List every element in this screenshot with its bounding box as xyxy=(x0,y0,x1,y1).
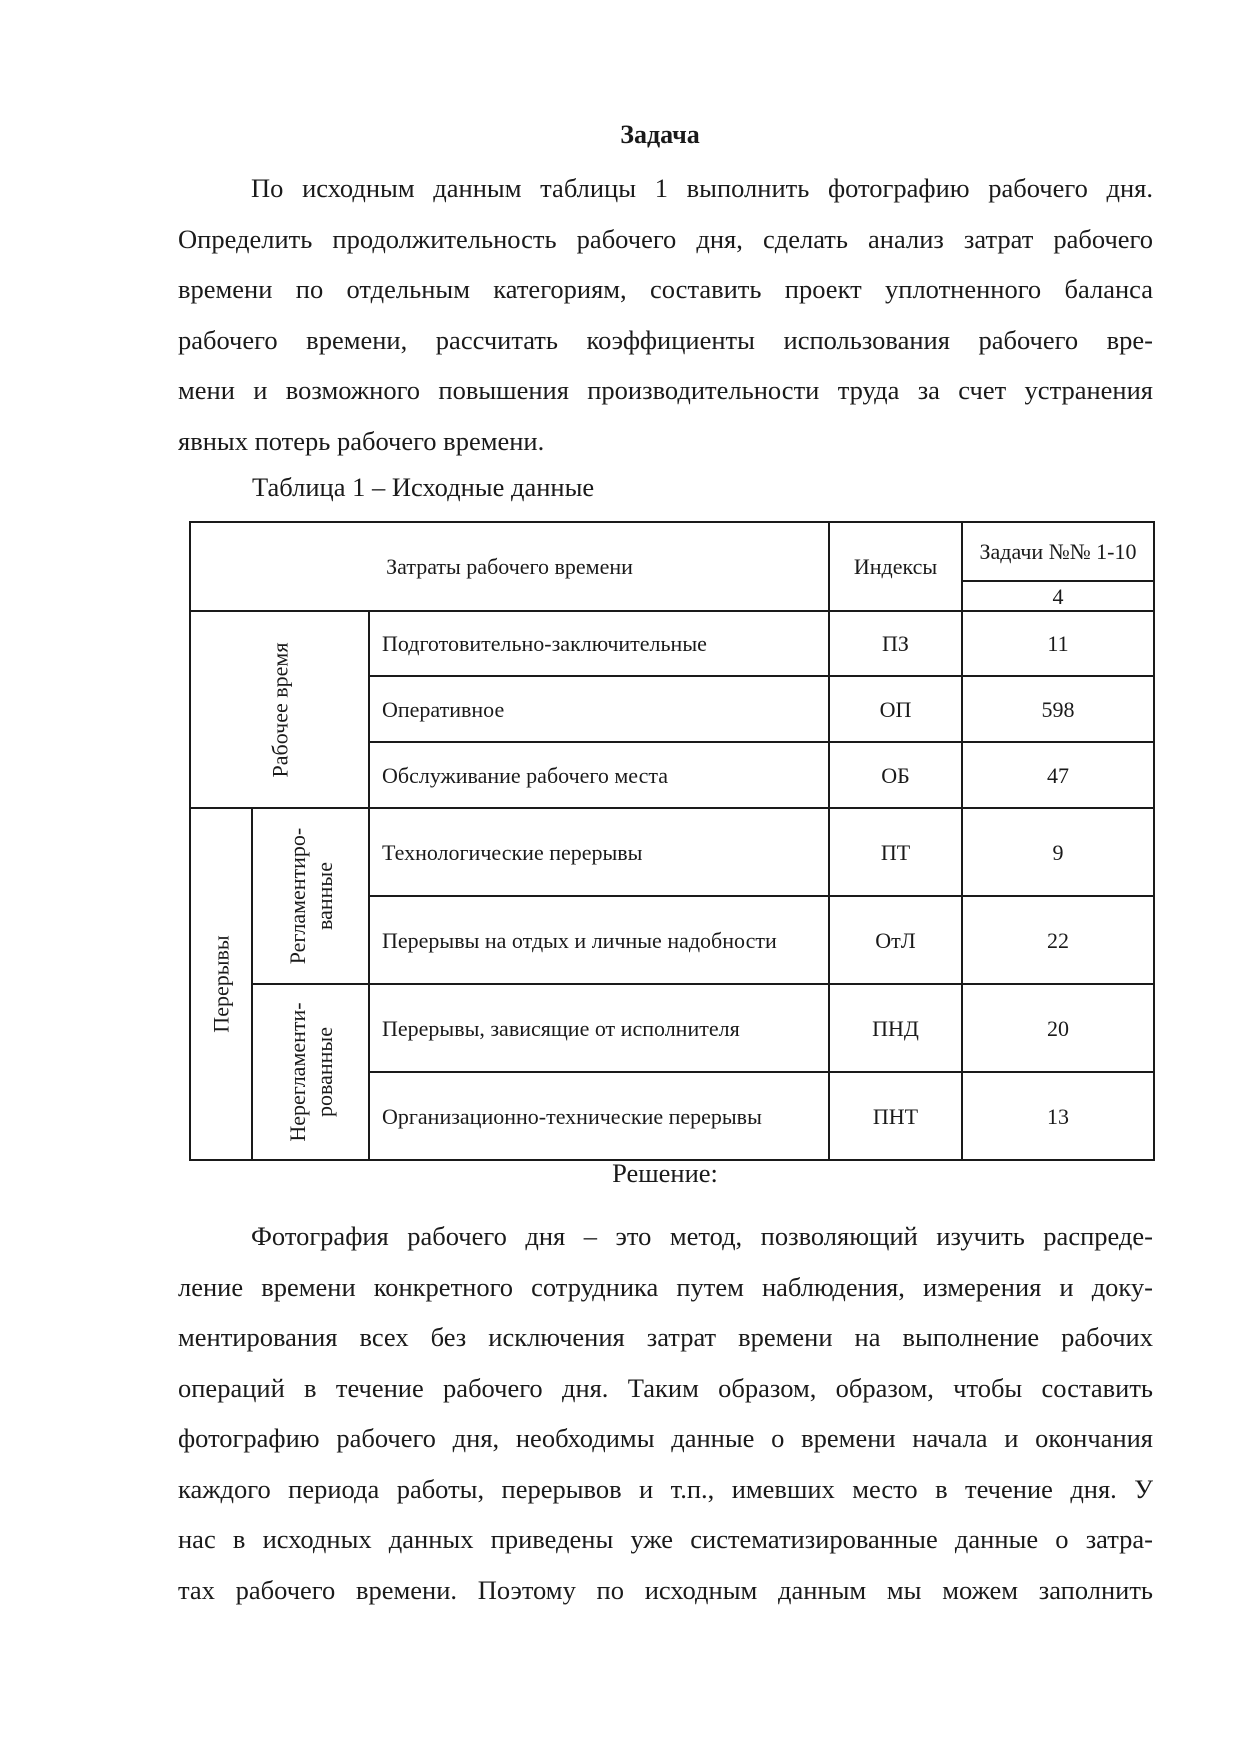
row-value: 13 xyxy=(962,1072,1154,1160)
row-value: 22 xyxy=(962,896,1154,984)
row-value: 598 xyxy=(962,676,1154,742)
header-costs: Затраты рабочего времени xyxy=(190,522,829,611)
paragraph-line: каждого периода работы, перерывов и т.п., имевших место в течение дня. У xyxy=(178,1473,1153,1504)
paragraph-line: ментирования всех без исключения затрат времени на выполнение рабочих xyxy=(178,1322,1153,1352)
group-breaks xyxy=(190,808,252,1160)
paragraph-line: фотографию рабочего дня, необходимы данные о времени начала и окончания xyxy=(178,1423,1153,1453)
row-value: 20 xyxy=(962,984,1154,1072)
table-row xyxy=(190,808,1154,896)
row-name: Организационно-технические перерывы xyxy=(369,1072,829,1160)
solution-label: Решение: xyxy=(612,1158,718,1188)
paragraph-line: Определить продолжительность рабочего дня, сделать анализ затрат рабочего xyxy=(178,223,1153,254)
paragraph-line: Фотография рабочего дня – это метод, позволяющий изучить распреде- xyxy=(251,1221,1153,1251)
table-caption: Таблица 1 – Исходные данные xyxy=(252,472,595,502)
row-name: Оперативное xyxy=(369,676,829,742)
row-index: ПЗ xyxy=(829,611,962,676)
paragraph-line: тах рабочего времени. Поэтому по исходным данным мы можем заполнить xyxy=(178,1574,1153,1605)
subgroup-unregulated xyxy=(252,984,369,1160)
row-name: Технологические перерывы xyxy=(369,808,829,896)
row-index: ПНТ xyxy=(829,1072,962,1160)
group-label: Рабочее время xyxy=(267,642,292,777)
row-value: 11 xyxy=(962,611,1154,676)
task-heading: Задача xyxy=(620,120,700,149)
subgroup-label: Регламентиро- ванные xyxy=(284,827,337,965)
source-data-table xyxy=(189,521,1155,1161)
row-name: Подготовительно-заключительные xyxy=(369,611,829,676)
row-value: 47 xyxy=(962,742,1154,808)
paragraph-line: нас в исходных данных приведены уже систематизированные данные о затра- xyxy=(178,1524,1153,1554)
table-row xyxy=(190,984,1154,1072)
subgroup-label: Нерегламенти- рованные xyxy=(284,1002,337,1142)
row-index: ОП xyxy=(829,676,962,742)
paragraph-line: времени по отдельным категориям, составить проект уплотненного баланса xyxy=(178,274,1153,304)
row-value: 9 xyxy=(962,808,1154,896)
row-name: Обслуживание рабочего места xyxy=(369,742,829,808)
header-index: Индексы xyxy=(829,522,962,611)
paragraph-line: явных потерь рабочего времени. xyxy=(178,425,545,456)
solution-paragraph xyxy=(178,1211,1153,1615)
group-work-time xyxy=(190,611,369,808)
row-index: ОтЛ xyxy=(829,896,962,984)
row-index: ПТ xyxy=(829,808,962,896)
paragraph-line: мени и возможного повышения производительности труда за счет устранения xyxy=(178,375,1153,405)
paragraph-line: рабочего времени, рассчитать коэффициенты использования рабочего вре- xyxy=(178,324,1153,355)
task-paragraph xyxy=(178,163,1153,466)
paragraph-line: ление времени конкретного сотрудника путем наблюдения, измерения и доку- xyxy=(178,1271,1153,1302)
row-name: Перерывы, зависящие от исполнителя xyxy=(369,984,829,1072)
paragraph-line: По исходным данным таблицы 1 выполнить фотографию рабочего дня. xyxy=(251,173,1153,203)
subgroup-regulated xyxy=(252,808,369,984)
header-tasks: Задачи №№ 1-10 xyxy=(962,522,1154,581)
group-label: Перерывы xyxy=(208,935,234,1033)
table-row xyxy=(190,611,1154,676)
row-name: Перерывы на отдых и личные надобности xyxy=(369,896,829,984)
paragraph-line: операций в течение рабочего дня. Таким образом, образом, чтобы составить xyxy=(178,1372,1153,1403)
header-variant: 4 xyxy=(962,581,1154,611)
row-index: ПНД xyxy=(829,984,962,1072)
row-index: ОБ xyxy=(829,742,962,808)
